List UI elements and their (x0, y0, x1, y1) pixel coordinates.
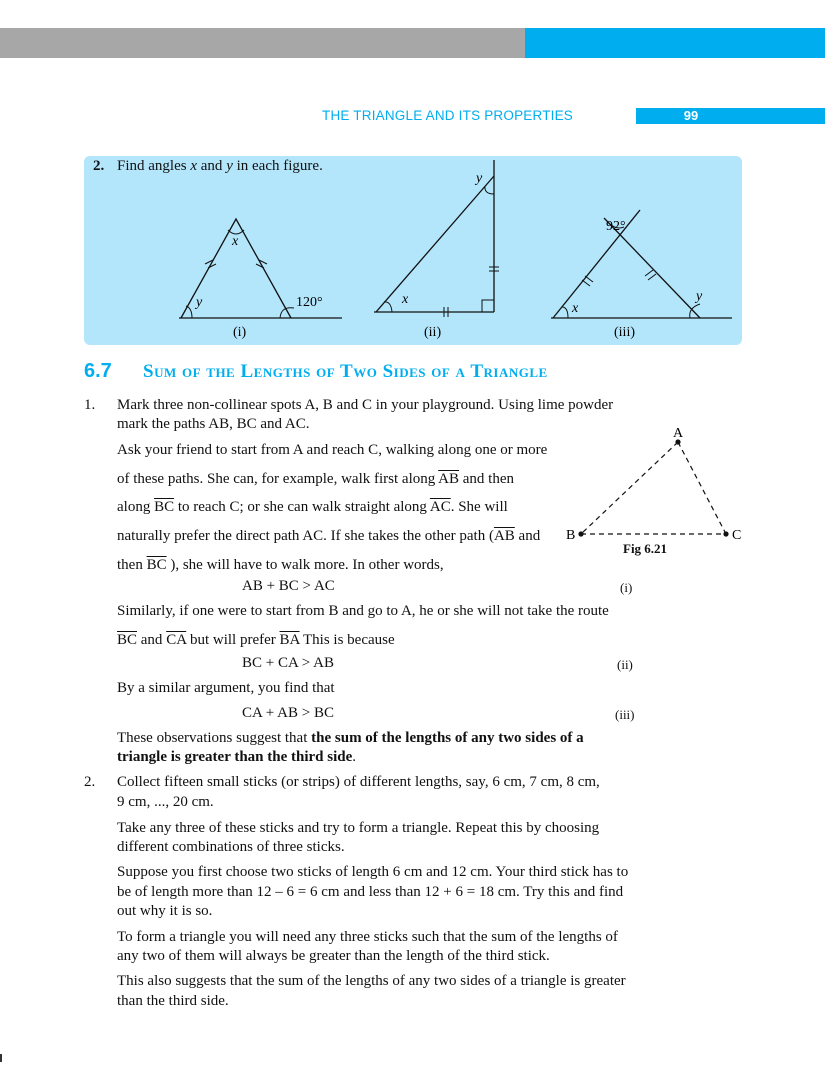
fig-iii-angle-given: 92° (606, 219, 626, 234)
fig-i-angle-y: y (196, 295, 203, 310)
chapter-title: THE TRIANGLE AND ITS PROPERTIES (322, 108, 574, 123)
vertex-b-label: B (566, 528, 576, 543)
activity-2-line: different combinations of three sticks. (117, 839, 345, 855)
activity-1-line: These observations suggest that the sum of the lengths of any two sides of a (117, 730, 584, 746)
equation-2-tag: (ii) (617, 657, 633, 672)
equation-3-tag: (iii) (615, 707, 635, 722)
fig-i-caption: (i) (233, 325, 247, 340)
figure-i (179, 219, 342, 340)
activity-2-line: be of length more than 12 – 6 = 6 cm and less than 12 + 6 = 18 cm. Try this and find (117, 884, 624, 900)
activity-2-line: 9 cm, ..., 20 cm. (117, 794, 214, 810)
activity-2-line: Collect fifteen small sticks (or strips) of different lengths, say, 6 cm, 7 cm, 8 cm, (117, 774, 600, 790)
fig-ii-angle-y: y (476, 171, 483, 186)
vertex-b-dot (578, 531, 583, 536)
activity-2-line: Take any three of these sticks and try to form a triangle. Repeat this by choosing (117, 820, 600, 836)
vertex-a-label: A (673, 426, 684, 441)
activity-2-line: out why it is so. (117, 903, 213, 919)
equation-1: AB + BC > AC (242, 578, 335, 594)
fig-i-angle-given: 120° (296, 295, 323, 310)
activity-2-number: 2. (84, 774, 96, 790)
section-number: 6.7 (84, 360, 112, 382)
figure-6-21 (560, 420, 760, 545)
activity-1-line: mark the paths AB, BC and AC. (117, 416, 310, 432)
fig-iii-angle-x: x (572, 301, 579, 316)
fig-ii-caption: (ii) (424, 325, 442, 340)
fig-ii-angle-x: x (402, 292, 409, 307)
activity-1-line: Ask your friend to start from A and reach C, walking along one or more (117, 442, 548, 458)
exercise-number: 2. (93, 158, 105, 174)
activity-1-line: Similarly, if one were to start from B and go to A, he or she will not take the route (117, 603, 609, 619)
fig-iii-angle-y: y (696, 289, 703, 304)
activity-1-line: naturally prefer the direct path AC. If she takes the other path ($\overline{AB}$ and (117, 528, 541, 544)
activity-1-number: 1. (84, 397, 96, 413)
equation-1-tag: (i) (620, 580, 633, 595)
figure-ii (374, 160, 499, 340)
activity-2-line: This also suggests that the sum of the lengths of any two sides of a triangle is greater (117, 973, 626, 989)
activity-1-line: $\overline{BC}$ and $\overline{CA}$ but will prefer $\overline{BA}$ This is because (117, 632, 395, 648)
equation-2: BC + CA > AB (242, 655, 334, 671)
fig-iii-caption: (iii) (614, 325, 635, 340)
activity-1-line: along $\overline{BC}$ to reach C; or she can walk straight along $\overline{AC}$. She will (117, 499, 508, 515)
equation-3: CA + AB > BC (242, 705, 334, 721)
activity-2-line: than the third side. (117, 993, 229, 1009)
section-title: Sum of the Lengths of Two Sides of a Triangle (143, 361, 548, 382)
figure-caption: Fig 6.21 (623, 541, 668, 556)
activity-1-line: then $\overline{BC}$ ), she will have to walk more. In other words, (117, 557, 444, 573)
vertex-c-label: C (732, 528, 742, 543)
page-number: 99 (683, 108, 699, 123)
vertex-c-dot (723, 531, 728, 536)
fig-i-angle-x: x (232, 234, 239, 249)
activity-1-line: By a similar argument, you find that (117, 680, 335, 696)
page-corner-mark (0, 1054, 2, 1062)
activity-1-line: triangle is greater than the third side. (117, 749, 357, 765)
activity-2-line: To form a triangle you will need any three sticks such that the sum of the lengths of (117, 929, 618, 945)
exercise-prompt: Find angles x and y in each figure. (117, 158, 323, 174)
activity-1-line: Mark three non-collinear spots A, B and C in your playground. Using lime powder (117, 397, 614, 413)
activity-1-line: of these paths. She can, for example, walk first along $\overline{AB}$ and then (117, 471, 514, 487)
header-gray-bar (0, 28, 525, 58)
header-blue-bar (525, 28, 825, 58)
activity-2-line: Suppose you first choose two sticks of length 6 cm and 12 cm. Your third stick has to (117, 864, 629, 880)
exercise-figures (84, 156, 744, 346)
figure-iii (551, 210, 732, 340)
activity-2-line: any two of them will always be greater than the length of the third stick. (117, 948, 550, 964)
